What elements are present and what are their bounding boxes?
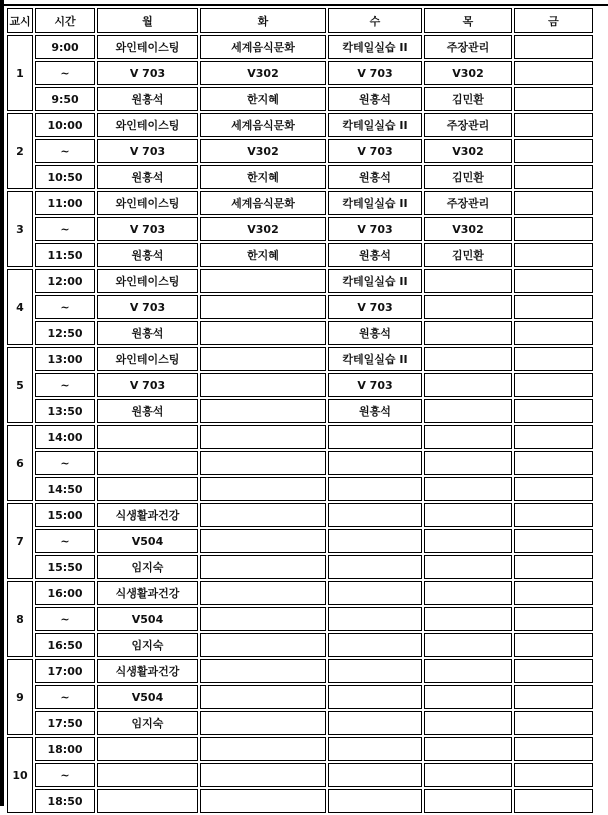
table-row <box>7 581 593 605</box>
time-cell: ~ <box>35 607 95 631</box>
class-cell-fri <box>514 451 593 475</box>
time-cell: 18:50 <box>35 789 95 813</box>
class-cell-wed <box>328 477 422 501</box>
class-cell-tue <box>200 269 326 293</box>
class-cell-mon: 원흥석 <box>97 321 198 345</box>
time-cell: 15:00 <box>35 503 95 527</box>
class-cell-thu <box>424 399 512 423</box>
class-cell-thu <box>424 503 512 527</box>
class-cell-wed <box>328 737 422 761</box>
class-cell-fri <box>514 659 593 683</box>
table-row <box>7 503 593 527</box>
class-cell-mon: V 703 <box>97 295 198 319</box>
class-cell-fri <box>514 399 593 423</box>
table-row <box>7 61 593 85</box>
class-cell-thu <box>424 477 512 501</box>
class-cell-mon: 식생활과건강 <box>97 659 198 683</box>
class-cell-fri <box>514 35 593 59</box>
class-cell-tue: 세계음식문화 <box>200 191 326 215</box>
class-cell-thu <box>424 295 512 319</box>
table-row <box>7 529 593 553</box>
class-cell-thu <box>424 321 512 345</box>
table-row <box>7 191 593 215</box>
table-row <box>7 243 593 267</box>
table-row <box>7 789 593 813</box>
class-cell-wed: 원흥석 <box>328 399 422 423</box>
class-cell-fri <box>514 477 593 501</box>
period-number: 9 <box>7 659 33 735</box>
class-cell-thu: 주장관리 <box>424 35 512 59</box>
class-cell-tue: V302 <box>200 61 326 85</box>
table-row <box>7 451 593 475</box>
table-row <box>7 321 593 345</box>
table-row <box>7 113 593 137</box>
table-row <box>7 35 593 59</box>
class-cell-mon: 식생활과건강 <box>97 581 198 605</box>
class-cell-mon: V504 <box>97 607 198 631</box>
class-cell-tue: V302 <box>200 139 326 163</box>
class-cell-fri <box>514 61 593 85</box>
table-row <box>7 399 593 423</box>
time-cell: 10:00 <box>35 113 95 137</box>
class-cell-wed: 칵테일실습 II <box>328 191 422 215</box>
table-row <box>7 477 593 501</box>
time-cell: ~ <box>35 217 95 241</box>
class-cell-wed <box>328 789 422 813</box>
class-cell-mon: 원흥석 <box>97 165 198 189</box>
class-cell-tue <box>200 555 326 579</box>
class-cell-wed: V 703 <box>328 373 422 397</box>
class-cell-thu <box>424 789 512 813</box>
class-cell-thu: 김민환 <box>424 243 512 267</box>
period-number: 4 <box>7 269 33 345</box>
class-cell-thu <box>424 685 512 709</box>
time-cell: 16:00 <box>35 581 95 605</box>
class-cell-mon <box>97 425 198 449</box>
class-cell-tue <box>200 529 326 553</box>
class-cell-fri <box>514 711 593 735</box>
time-cell: 11:50 <box>35 243 95 267</box>
class-cell-wed <box>328 529 422 553</box>
class-cell-mon: 와인테이스팅 <box>97 191 198 215</box>
table-row <box>7 763 593 787</box>
time-cell: ~ <box>35 451 95 475</box>
time-cell: 12:00 <box>35 269 95 293</box>
class-cell-mon: 원흥석 <box>97 87 198 111</box>
class-cell-fri <box>514 191 593 215</box>
time-cell: ~ <box>35 373 95 397</box>
class-cell-fri <box>514 633 593 657</box>
class-cell-fri <box>514 763 593 787</box>
class-cell-wed <box>328 425 422 449</box>
class-cell-fri <box>514 607 593 631</box>
period-number: 1 <box>7 35 33 111</box>
class-cell-fri <box>514 269 593 293</box>
class-cell-mon: 식생활과건강 <box>97 503 198 527</box>
class-cell-thu <box>424 659 512 683</box>
class-cell-mon: 와인테이스팅 <box>97 35 198 59</box>
class-cell-thu: 주장관리 <box>424 113 512 137</box>
class-cell-mon: V 703 <box>97 139 198 163</box>
class-cell-thu: 주장관리 <box>424 191 512 215</box>
class-cell-fri <box>514 87 593 111</box>
class-cell-thu <box>424 529 512 553</box>
class-cell-wed <box>328 555 422 579</box>
class-cell-fri <box>514 165 593 189</box>
class-cell-tue <box>200 477 326 501</box>
class-cell-wed <box>328 711 422 735</box>
class-cell-mon: V 703 <box>97 61 198 85</box>
time-cell: 16:50 <box>35 633 95 657</box>
class-cell-fri <box>514 685 593 709</box>
class-cell-thu <box>424 451 512 475</box>
class-cell-thu <box>424 425 512 449</box>
time-cell: 10:50 <box>35 165 95 189</box>
table-row <box>7 165 593 189</box>
class-cell-mon: 와인테이스팅 <box>97 347 198 371</box>
class-cell-mon <box>97 789 198 813</box>
class-cell-wed: V 703 <box>328 217 422 241</box>
class-cell-fri <box>514 217 593 241</box>
header-mon: 월 <box>97 8 198 33</box>
class-cell-mon: 원흥석 <box>97 399 198 423</box>
class-cell-tue <box>200 503 326 527</box>
time-cell: 11:00 <box>35 191 95 215</box>
time-cell: ~ <box>35 763 95 787</box>
class-cell-mon <box>97 451 198 475</box>
header-row <box>7 8 593 33</box>
class-cell-fri <box>514 529 593 553</box>
time-cell: 9:50 <box>35 87 95 111</box>
period-number: 8 <box>7 581 33 657</box>
class-cell-thu <box>424 633 512 657</box>
class-cell-mon: 와인테이스팅 <box>97 113 198 137</box>
table-row <box>7 347 593 371</box>
class-cell-wed: 원흥석 <box>328 165 422 189</box>
class-cell-tue: V302 <box>200 217 326 241</box>
table-row <box>7 269 593 293</box>
class-cell-wed: V 703 <box>328 61 422 85</box>
header-fri: 금 <box>514 8 593 33</box>
class-cell-tue <box>200 711 326 735</box>
class-cell-mon: 와인테이스팅 <box>97 269 198 293</box>
class-cell-tue <box>200 373 326 397</box>
header-tue: 화 <box>200 8 326 33</box>
class-cell-mon: V504 <box>97 529 198 553</box>
time-cell: ~ <box>35 529 95 553</box>
class-cell-wed: V 703 <box>328 139 422 163</box>
time-cell: 15:50 <box>35 555 95 579</box>
period-number: 5 <box>7 347 33 423</box>
left-border <box>0 0 4 806</box>
class-cell-tue <box>200 659 326 683</box>
class-cell-fri <box>514 113 593 137</box>
class-cell-thu <box>424 581 512 605</box>
class-cell-wed <box>328 451 422 475</box>
class-cell-mon <box>97 737 198 761</box>
header-time: 시간 <box>35 8 95 33</box>
class-cell-mon: 임지숙 <box>97 633 198 657</box>
class-cell-wed <box>328 633 422 657</box>
class-cell-tue <box>200 789 326 813</box>
class-cell-mon: V 703 <box>97 217 198 241</box>
class-cell-thu: 김민환 <box>424 165 512 189</box>
time-cell: 12:50 <box>35 321 95 345</box>
class-cell-tue <box>200 607 326 631</box>
class-cell-thu <box>424 737 512 761</box>
class-cell-wed <box>328 763 422 787</box>
class-cell-tue <box>200 321 326 345</box>
class-cell-mon: 임지숙 <box>97 711 198 735</box>
class-cell-wed <box>328 685 422 709</box>
time-cell: 17:00 <box>35 659 95 683</box>
time-cell: 13:00 <box>35 347 95 371</box>
class-cell-wed: 칵테일실습 II <box>328 35 422 59</box>
class-cell-wed <box>328 607 422 631</box>
class-cell-tue <box>200 295 326 319</box>
class-cell-tue <box>200 399 326 423</box>
time-cell: ~ <box>35 61 95 85</box>
class-cell-wed: V 703 <box>328 295 422 319</box>
class-cell-wed: 원흥석 <box>328 243 422 267</box>
class-cell-fri <box>514 425 593 449</box>
class-cell-wed <box>328 659 422 683</box>
class-cell-thu: V302 <box>424 61 512 85</box>
class-cell-mon <box>97 763 198 787</box>
time-cell: 18:00 <box>35 737 95 761</box>
class-cell-wed: 칵테일실습 II <box>328 347 422 371</box>
class-cell-thu <box>424 711 512 735</box>
table-row <box>7 685 593 709</box>
header-thu: 목 <box>424 8 512 33</box>
time-cell: 14:00 <box>35 425 95 449</box>
class-cell-mon: V504 <box>97 685 198 709</box>
class-cell-tue: 한지혜 <box>200 87 326 111</box>
class-cell-mon: V 703 <box>97 373 198 397</box>
class-cell-mon: 원흥석 <box>97 243 198 267</box>
class-cell-mon: 임지숙 <box>97 555 198 579</box>
timetable <box>5 6 595 815</box>
class-cell-fri <box>514 139 593 163</box>
class-cell-fri <box>514 789 593 813</box>
class-cell-thu <box>424 763 512 787</box>
table-row <box>7 737 593 761</box>
class-cell-tue: 한지혜 <box>200 165 326 189</box>
class-cell-thu <box>424 607 512 631</box>
time-cell: ~ <box>35 295 95 319</box>
period-number: 2 <box>7 113 33 189</box>
period-number: 10 <box>7 737 33 813</box>
period-number: 7 <box>7 503 33 579</box>
class-cell-thu: V302 <box>424 217 512 241</box>
class-cell-thu <box>424 269 512 293</box>
class-cell-tue <box>200 451 326 475</box>
class-cell-fri <box>514 737 593 761</box>
class-cell-fri <box>514 347 593 371</box>
table-row <box>7 633 593 657</box>
table-row <box>7 87 593 111</box>
header-wed: 수 <box>328 8 422 33</box>
table-row <box>7 373 593 397</box>
class-cell-wed: 원흥석 <box>328 87 422 111</box>
class-cell-tue <box>200 581 326 605</box>
class-cell-thu <box>424 347 512 371</box>
class-cell-tue <box>200 425 326 449</box>
class-cell-fri <box>514 581 593 605</box>
time-cell: 14:50 <box>35 477 95 501</box>
time-cell: 17:50 <box>35 711 95 735</box>
time-cell: 13:50 <box>35 399 95 423</box>
table-row <box>7 217 593 241</box>
class-cell-fri <box>514 243 593 267</box>
class-cell-tue: 한지혜 <box>200 243 326 267</box>
class-cell-thu: 김민환 <box>424 87 512 111</box>
time-cell: 9:00 <box>35 35 95 59</box>
class-cell-thu <box>424 555 512 579</box>
class-cell-thu <box>424 373 512 397</box>
table-row <box>7 295 593 319</box>
period-number: 3 <box>7 191 33 267</box>
class-cell-mon <box>97 477 198 501</box>
class-cell-fri <box>514 373 593 397</box>
class-cell-tue: 세계음식문화 <box>200 113 326 137</box>
table-row <box>7 711 593 735</box>
class-cell-fri <box>514 503 593 527</box>
class-cell-wed: 칵테일실습 II <box>328 113 422 137</box>
class-cell-tue <box>200 633 326 657</box>
table-row <box>7 555 593 579</box>
class-cell-wed <box>328 503 422 527</box>
class-cell-wed: 원흥석 <box>328 321 422 345</box>
table-row <box>7 425 593 449</box>
class-cell-tue <box>200 685 326 709</box>
class-cell-fri <box>514 321 593 345</box>
class-cell-tue <box>200 347 326 371</box>
table-row <box>7 659 593 683</box>
class-cell-fri <box>514 295 593 319</box>
table-row <box>7 139 593 163</box>
table-row <box>7 607 593 631</box>
period-number: 6 <box>7 425 33 501</box>
time-cell: ~ <box>35 139 95 163</box>
class-cell-thu: V302 <box>424 139 512 163</box>
class-cell-wed: 칵테일실습 II <box>328 269 422 293</box>
class-cell-tue <box>200 737 326 761</box>
header-period: 교시 <box>7 8 33 33</box>
class-cell-tue <box>200 763 326 787</box>
class-cell-fri <box>514 555 593 579</box>
class-cell-wed <box>328 581 422 605</box>
time-cell: ~ <box>35 685 95 709</box>
class-cell-tue: 세계음식문화 <box>200 35 326 59</box>
